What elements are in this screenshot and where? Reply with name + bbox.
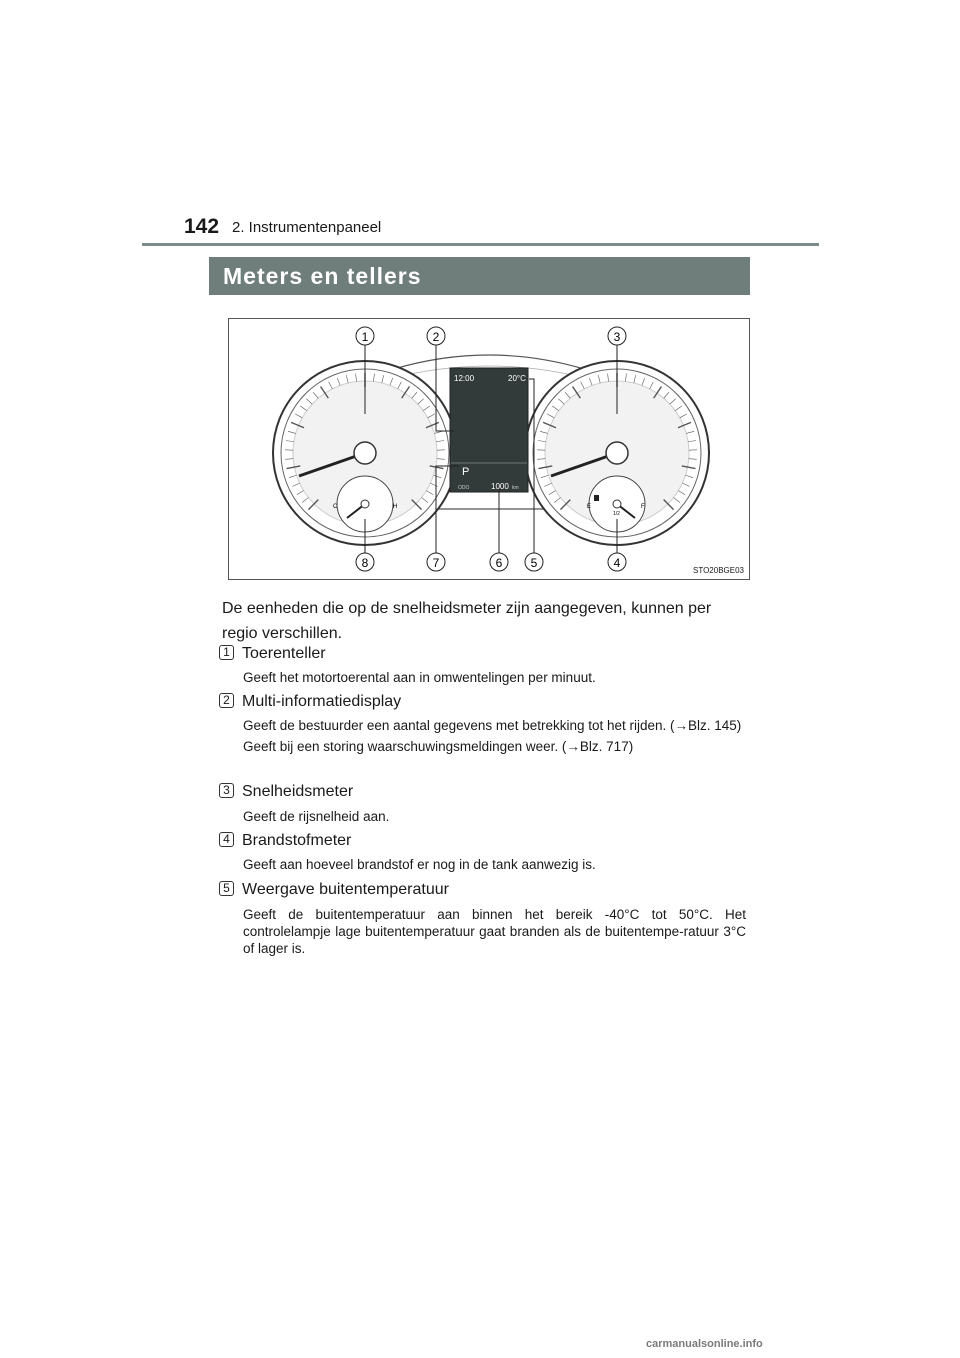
fuel-empty-mark: E	[587, 504, 592, 510]
svg-text:7: 7	[432, 556, 440, 570]
item-title: Weergave buitentemperatuur	[242, 881, 449, 898]
svg-text:3: 3	[613, 330, 621, 344]
item-number-badge: 3	[219, 783, 234, 798]
display-odo-unit: km	[512, 485, 519, 491]
item-title: Brandstofmeter	[242, 832, 352, 849]
temp-hot-mark: H	[393, 504, 398, 510]
item-title: Snelheidsmeter	[242, 783, 354, 800]
chapter-title: 2. Instrumentenpaneel	[232, 219, 382, 236]
page-number: 142	[184, 215, 220, 238]
item-1-description: Geeft het motortoerental aan in omwentelingen per minuut.	[243, 670, 596, 685]
callout-7	[427, 553, 445, 571]
figure-code: STO20BGE03	[693, 566, 744, 575]
fuel-pump-icon	[594, 495, 599, 501]
callout-4	[608, 553, 626, 571]
multi-information-display	[450, 368, 528, 492]
item-number-badge: 2	[219, 693, 234, 708]
temp-cold-mark: C	[333, 504, 338, 510]
display-temperature: 20°C	[508, 374, 526, 383]
fuel-half-mark: 1/2	[613, 511, 620, 517]
item-2-description: Geeft de bestuurder een aantal gegevens met betrekking tot het rijden. (→Blz. 145) Geeft bij een storing waarschuwingsmeldingen weer. (→Blz. 717)	[243, 718, 742, 754]
item-3-description: Geeft de rijsnelheid aan.	[243, 809, 390, 824]
item-number-badge: 1	[219, 645, 234, 660]
fuel-full-mark: F	[641, 504, 645, 510]
section-title: Meters en tellers	[223, 263, 422, 289]
item-5-description: Geeft de buitentemperatuur aan binnen het bereik -40°C tot 50°C. Het controlelampje lage buitentemperatuur gaat branden als de buitentempe-ratuur 3°C of lager is.	[243, 907, 746, 956]
item-5-heading	[219, 878, 449, 899]
display-odo-label: ODO	[458, 485, 470, 491]
item-3-heading	[219, 780, 353, 801]
item-4-description: Geeft aan hoeveel brandstof er nog in de tank aanwezig is.	[243, 857, 596, 872]
item-4-heading	[219, 829, 351, 850]
instrument-cluster-figure	[228, 318, 750, 580]
item-title: Toerenteller	[242, 645, 326, 662]
callout-2	[427, 327, 445, 345]
callout-6	[490, 553, 508, 571]
item-1-heading	[219, 642, 326, 663]
item-number-badge: 5	[219, 881, 234, 896]
callout-3	[608, 327, 626, 345]
svg-text:2: 2	[432, 330, 440, 344]
item-number-badge: 4	[219, 832, 234, 847]
callout-1	[356, 327, 374, 345]
item-2-heading	[219, 690, 401, 711]
callout-5	[525, 553, 543, 571]
cluster-drawing	[229, 319, 749, 579]
svg-text:8: 8	[361, 556, 369, 570]
callout-8	[356, 553, 374, 571]
display-gear: P	[462, 466, 470, 478]
header-rule	[142, 243, 819, 246]
svg-text:5: 5	[530, 556, 538, 570]
svg-text:1: 1	[361, 330, 369, 344]
svg-text:4: 4	[613, 556, 621, 570]
item-title: Multi-informatiedisplay	[242, 693, 402, 710]
svg-text:6: 6	[495, 556, 503, 570]
display-time: 12:00	[454, 374, 475, 383]
intro-text: De eenheden die op de snelheidsmeter zijn aangegeven, kunnen per regio verschillen.	[222, 600, 712, 642]
site-logo: carmanualsonline.info	[646, 1338, 763, 1350]
display-odometer: 1000	[491, 482, 509, 491]
section-banner	[209, 257, 750, 295]
